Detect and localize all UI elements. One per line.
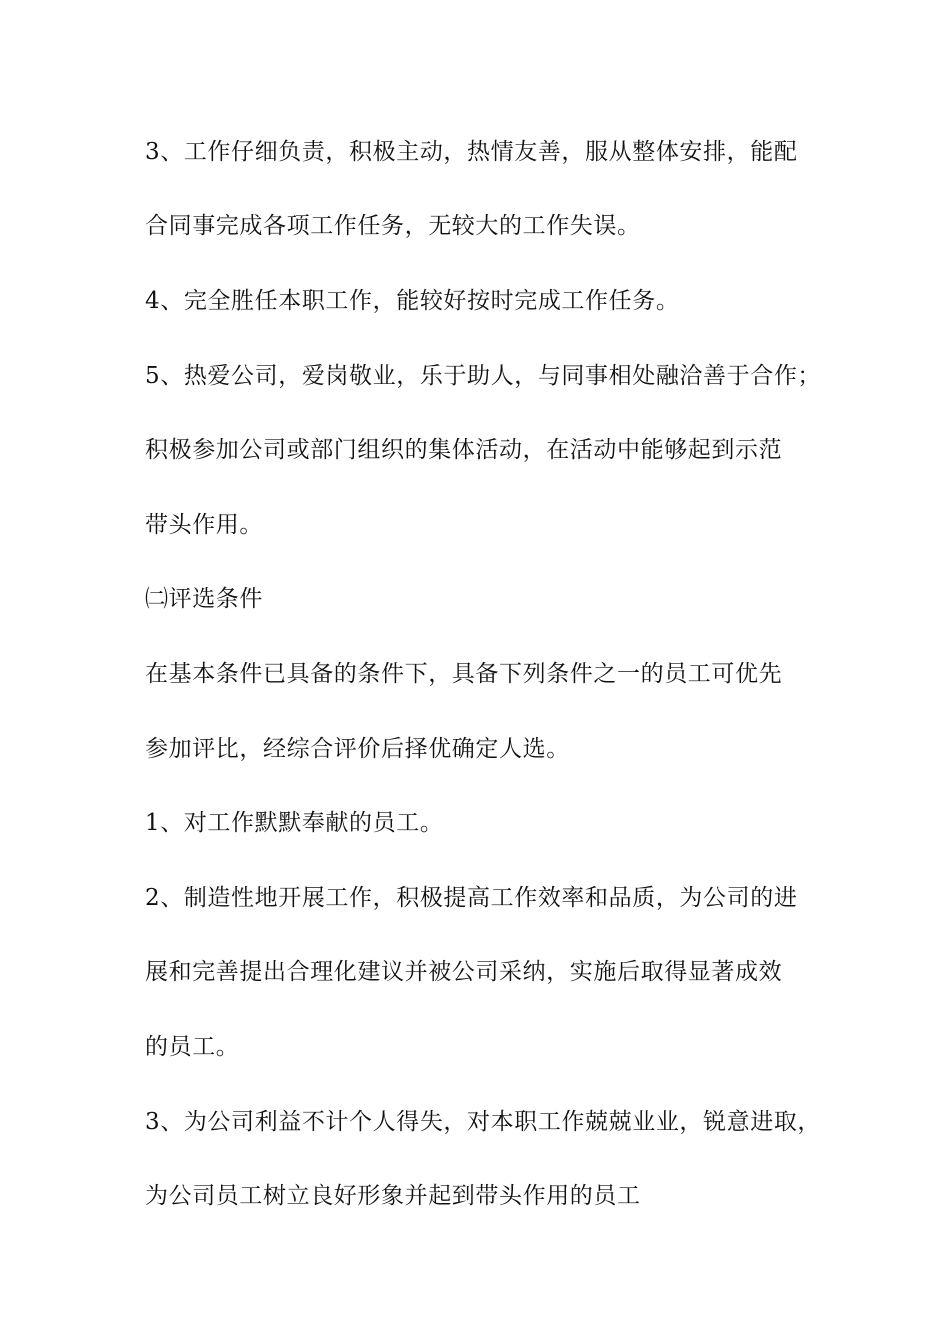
text-line: 1、对工作默默奉献的员工。 — [145, 810, 444, 836]
text-line: 合同事完成各项工作任务，无较大的工作失误。 — [145, 213, 641, 239]
text-line: 为公司员工树立良好形象并起到带头作用的员工 — [145, 1183, 641, 1209]
text-line: 参加评比，经综合评价后择优确定人选。 — [145, 736, 570, 762]
text-line: 2、制造性地开展工作，积极提高工作效率和品质，为公司的进 — [145, 885, 798, 911]
text-line: 积极参加公司或部门组织的集体活动，在活动中能够起到示范 — [145, 437, 783, 463]
text-line: 3、为公司利益不计个人得失，对本职工作兢兢业业，锐意进取， — [145, 1109, 822, 1135]
text-line: 4、完全胜任本职工作，能较好按时完成工作任务。 — [145, 288, 680, 314]
text-line: 的员工。 — [145, 1034, 240, 1060]
section-heading: ㈡评选条件 — [145, 586, 263, 612]
text-line: 带头作用。 — [145, 512, 263, 538]
text-line: 3、工作仔细负责，积极主动，热情友善，服从整体安排，能配 — [145, 139, 798, 165]
text-line: 展和完善提出合理化建议并被公司采纳，实施后取得显著成效 — [145, 959, 783, 985]
text-line: 5、热爱公司，爱岗敬业，乐于助人，与同事相处融洽善于合作； — [145, 363, 822, 389]
text-line: 在基本条件已具备的条件下，具备下列条件之一的员工可优先 — [145, 661, 783, 687]
